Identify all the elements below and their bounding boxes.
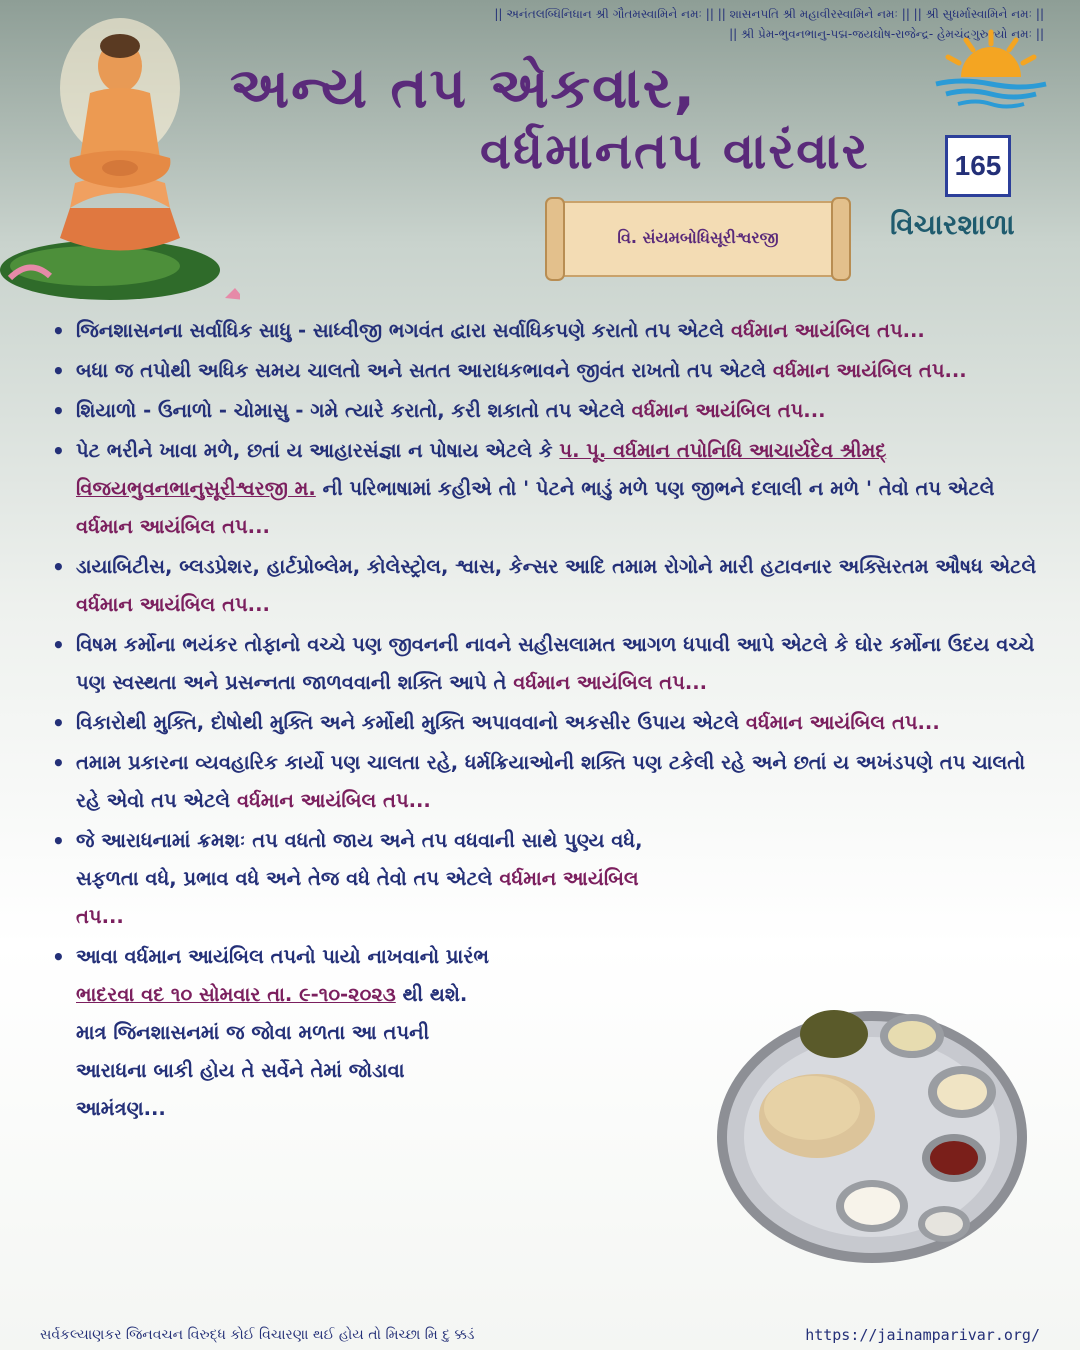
sun-logo-icon	[916, 22, 1066, 112]
mantra-line-2: || શ્રી પ્રેમ-ભુવનભાનુ-પદ્મ-જયઘોષ-રાજેન્દ્ર- હેમચંદ્રગુરુભ્યો નમઃ ||	[729, 27, 1044, 41]
bullet-dot-icon: •	[52, 945, 65, 969]
bullet-dot-icon: •	[52, 633, 65, 657]
list-item: • શિયાળો - ઉનાળો - ચોમાસુ - ગમે ત્યારે કરાતો, કરી શકાતો તપ એટલે વર્ધમાન આયંબિલ તપ...	[48, 392, 1038, 430]
bullet-dot-icon: •	[52, 359, 65, 383]
website-link[interactable]: https://jainamparivar.org/	[805, 1326, 1040, 1344]
bullet-dot-icon: •	[52, 399, 65, 423]
list-item: • જિનશાસનના સર્વાધિક સાધુ - સાધ્વીજી ભગવંત દ્વારા સર્વાધિકપણે કરાતો તપ એટલે વર્ધમાન આયંબિલ તપ...	[48, 312, 1038, 350]
list-item: • બધા જ તપોથી અધિક સમય ચાલતો અને સતત આરાધકભાવને જીવંત રાખતો તપ એટલે વર્ધમાન આયંબિલ તપ...	[48, 352, 1038, 390]
section-label: વિચારશાળા	[890, 208, 1015, 241]
acharya-name-link[interactable]: પ. પૂ. વર્ધમાન તપોનિધિ આચાર્યદેવ શ્રીમદ્ વિજયભુવનભાનુસૂરીશ્વરજી મ.	[76, 439, 887, 500]
list-item: • તમામ પ્રકારના વ્યવહારિક કાર્યો પણ ચાલતા રહે, ધર્મક્રિયાઓની શક્તિ પણ ટકેલી રહે અને છતાં ય અખંડપણે તપ ચાલતો રહે એવો તપ એટલે વર્ધમાન આયંબિલ તપ...	[48, 744, 1038, 820]
title-line-2: વર્ધમાનતપ વારંવાર	[480, 122, 870, 180]
author-name: વિ. સંયમબોધિસૂરીશ્વરજી	[617, 228, 779, 247]
list-item: • પેટ ભરીને ખાવા મળે, છતાં ય આહારસંજ્ઞા ન પોષાય એટલે કે પ. પૂ. વર્ધમાન તપોનિધિ આચાર્યદેવ શ્રીમદ્ વિજયભુવનભાનુસૂરીશ્વરજી મ. ની પરિભાષામાં કહીએ તો ' પેટને ભાડું મળે પણ જીભને દલાલી ન મળે ' તેવો તપ એટલે વર્ધમાન આયંબિલ તપ...	[48, 432, 1038, 546]
footer	[0, 1320, 1080, 1350]
mantra-line-1: || અનંતલબ્ધિનિધાન શ્રી ગૌતમસ્વામિને નમઃ || || શાસનપતિ શ્રી મહાવીરસ્વામિને નમઃ || || શ્રી સુધર્માસ્વામિને નમઃ ||	[494, 7, 1044, 21]
list-item: • જે આરાધનામાં ક્રમશઃ તપ વધતો જાય અને તપ વધવાની સાથે પુણ્ય વધે, સફળતા વધે, પ્રભાવ વધે અને તેજ વધે તેવો તપ એટલે વર્ધમાન આયંબિલ તપ...	[48, 822, 688, 936]
title-line-1: અન્ય તપ એકવાર,	[230, 56, 697, 121]
bullet-dot-icon: •	[52, 555, 65, 579]
list-item: • વિકારોથી મુક્તિ, દોષોથી મુક્તિ અને કર્મોથી મુક્તિ અપાવવાનો અકસીર ઉપાય એટલે વર્ધમાન આયંબિલ તપ...	[48, 704, 1038, 742]
list-item: • ડાયાબિટીસ, બ્લડપ્રેશર, હાર્ટપ્રોબ્લેમ, કોલેસ્ટ્રોલ, શ્વાસ, કેન્સર આદિ તમામ રોગોને મારી હટાવનાર અક્સિરતમ ઔષધ એટલે વર્ધમાન આયંબિલ તપ...	[48, 548, 1038, 624]
bullet-dot-icon: •	[52, 711, 65, 735]
ayambil-thali-image	[712, 1006, 1032, 1268]
list-item: • વિષમ કર્મોના ભયંકર તોફાનો વચ્ચે પણ જીવનની નાવને સહીસલામત આગળ ધપાવી આપે એટલે કે ઘોર કર્મોના ઉદય વચ્ચે પણ સ્વસ્થતા અને પ્રસન્નતા જાળવવાની શક્તિ આપે તે વર્ધમાન આયંબિલ તપ...	[48, 626, 1038, 702]
footer-disclaimer: સર્વકલ્યાણકર જિનવચન વિરુદ્ધ કોઈ વિચારણા થઈ હોય તો મિચ્છા મિ દુ ક્કડં	[40, 1327, 475, 1343]
bullet-dot-icon: •	[52, 319, 65, 343]
list-item: • આવા વર્ધમાન આયંબિલ તપનો પાયો નાખવાનો પ્રારંભ ભાદરવા વદ ૧૦ સોમવાર તા. ૯-૧૦-૨૦૨૩ થી થશે. માત્ર જિનશાસનમાં જ જોવા મળતા આ તપની આરાધના બાકી હોય તે સર્વેને તેમાં જોડાવા આમંત્રણ...	[48, 938, 498, 1128]
bullet-dot-icon: •	[52, 829, 65, 853]
bullet-dot-icon: •	[52, 439, 65, 463]
bullet-dot-icon: •	[52, 751, 65, 775]
issue-number-badge: 165	[945, 135, 1011, 197]
start-date-link[interactable]: ભાદરવા વદ ૧૦ સોમવાર તા. ૯-૧૦-૨૦૨૩	[76, 983, 396, 1006]
tirthankar-figure-image	[0, 8, 240, 308]
